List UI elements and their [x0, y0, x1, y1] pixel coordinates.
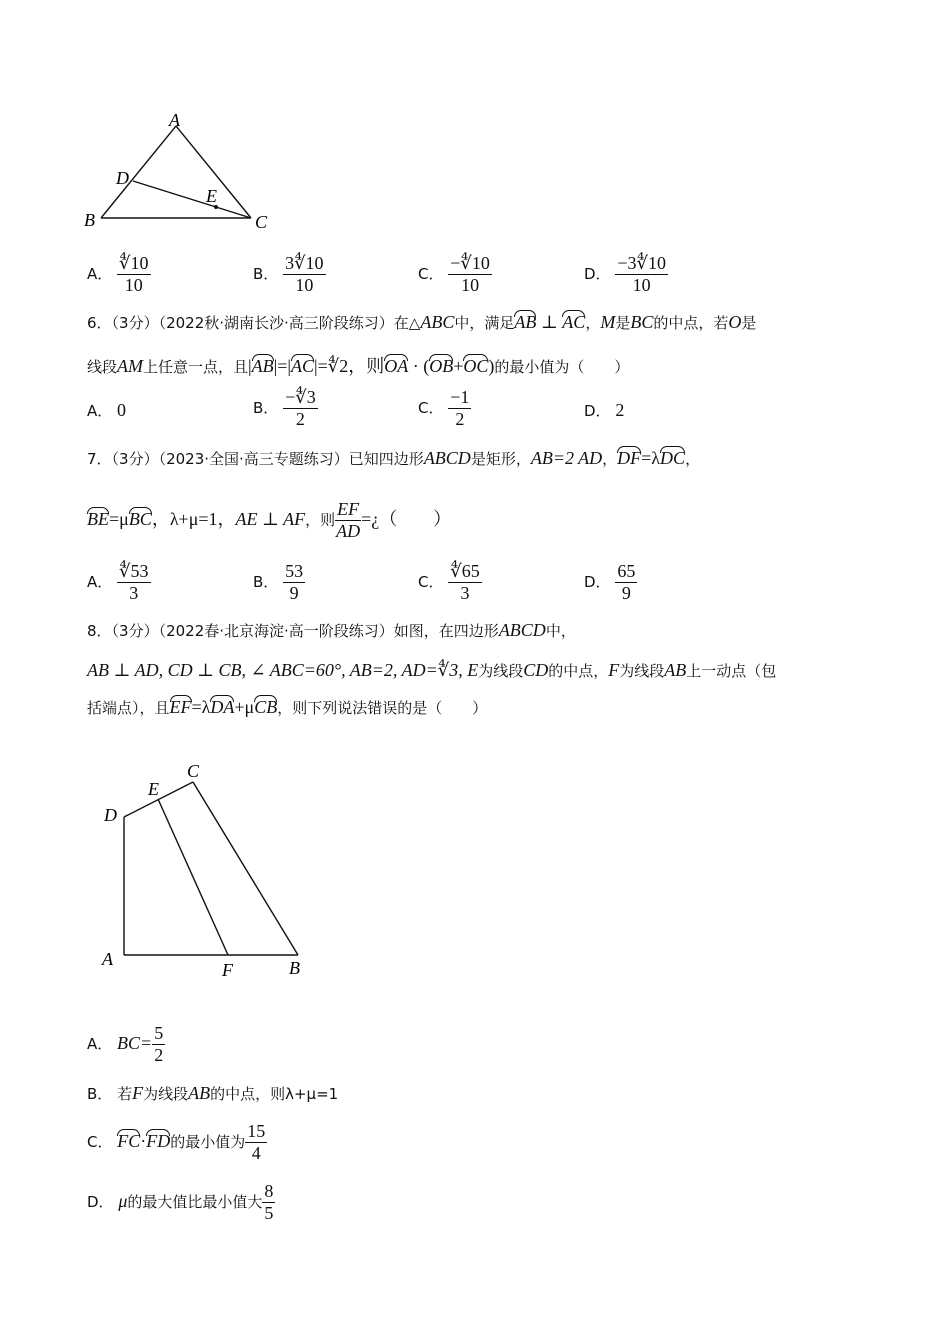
q7-line2: BE=μBC，λ+μ=1，AE ⊥ AF，则 $\frac{EF}{AD}$ =¿（ ）	[87, 499, 452, 541]
q7-option-c[interactable]: C． $\frac{∜65}{3}$	[418, 561, 480, 603]
label-B: B	[84, 210, 95, 230]
q8-line3: 括端点），且EF=λDA+μCB，则下列说法错误的是（ ）	[87, 697, 488, 717]
q6-option-a[interactable]: A． 0	[87, 400, 127, 420]
q8-option-b[interactable]: B． 若F为线段AB的中点，则λ+μ=1	[87, 1083, 339, 1103]
label-A: A	[169, 110, 180, 130]
label-D: D	[116, 168, 129, 188]
quadrilateral-figure	[95, 755, 325, 990]
q5-option-b[interactable]: B． $\frac{3∜10}{10}$	[253, 253, 324, 295]
label-A: A	[102, 949, 113, 969]
label-E: E	[206, 186, 217, 206]
label-F: F	[222, 960, 233, 980]
q8-line2: AB ⊥ AD, CD ⊥ CB, ∠ ABC=60°, AB=2, AD=∜3, E为线段CD的中点，F为线段AB上一动点（包	[87, 660, 777, 680]
q8-line1: 8．（3分）（2022春·北京海淀·高一阶段练习）如图，在四边形ABCD中，	[87, 620, 576, 640]
q6-line2: 线段AM上任意一点，且|AB|=|AC|=∜2，则OA · (OB+OC)的最小值为（ ）	[87, 356, 630, 376]
label-D: D	[104, 805, 117, 825]
q8-option-c[interactable]: C． FC·FD的最小值为 $\frac{15}{4}$	[87, 1121, 266, 1163]
q5-option-a[interactable]: A． $\frac{∜10}{10}$	[87, 253, 149, 295]
q5-option-c[interactable]: C． $\frac{-∜10}{10}$	[418, 253, 490, 295]
q7-line1: 7．（3分）（2023·全国·高三专题练习）已知四边形ABCD是矩形，AB=2 AD，DF=λDC，	[87, 448, 701, 468]
q7-option-a[interactable]: A． $\frac{∜53}{3}$	[87, 561, 149, 603]
q8-option-d[interactable]: D． μ的最大值比最小值大 $\frac{8}{5}$	[87, 1181, 274, 1223]
label-C: C	[255, 212, 268, 232]
q6-option-c[interactable]: C． $\frac{-1}{2}$	[418, 387, 470, 429]
q7-option-b[interactable]: B． $\frac{53}{9}$	[253, 561, 304, 603]
triangle-figure	[80, 108, 280, 238]
label-B: B	[289, 958, 300, 978]
q5-option-d[interactable]: D． $\frac{-3∜10}{10}$	[584, 253, 666, 295]
q6-line1: 6．（3分）（2022秋·湖南长沙·高三阶段练习）在△ABC中，满足AB ⊥ AC，M是BC的中点，若O是	[87, 312, 757, 332]
q8-option-a[interactable]: A． BC= $\frac{5}{2}$	[87, 1023, 164, 1065]
q6-option-d[interactable]: D． 2	[584, 400, 625, 420]
q6-option-b[interactable]: B． $\frac{-∜3}{2}$	[253, 387, 316, 429]
q7-option-d[interactable]: D． $\frac{65}{9}$	[584, 561, 636, 603]
label-E: E	[148, 779, 159, 799]
label-C: C	[187, 761, 200, 781]
